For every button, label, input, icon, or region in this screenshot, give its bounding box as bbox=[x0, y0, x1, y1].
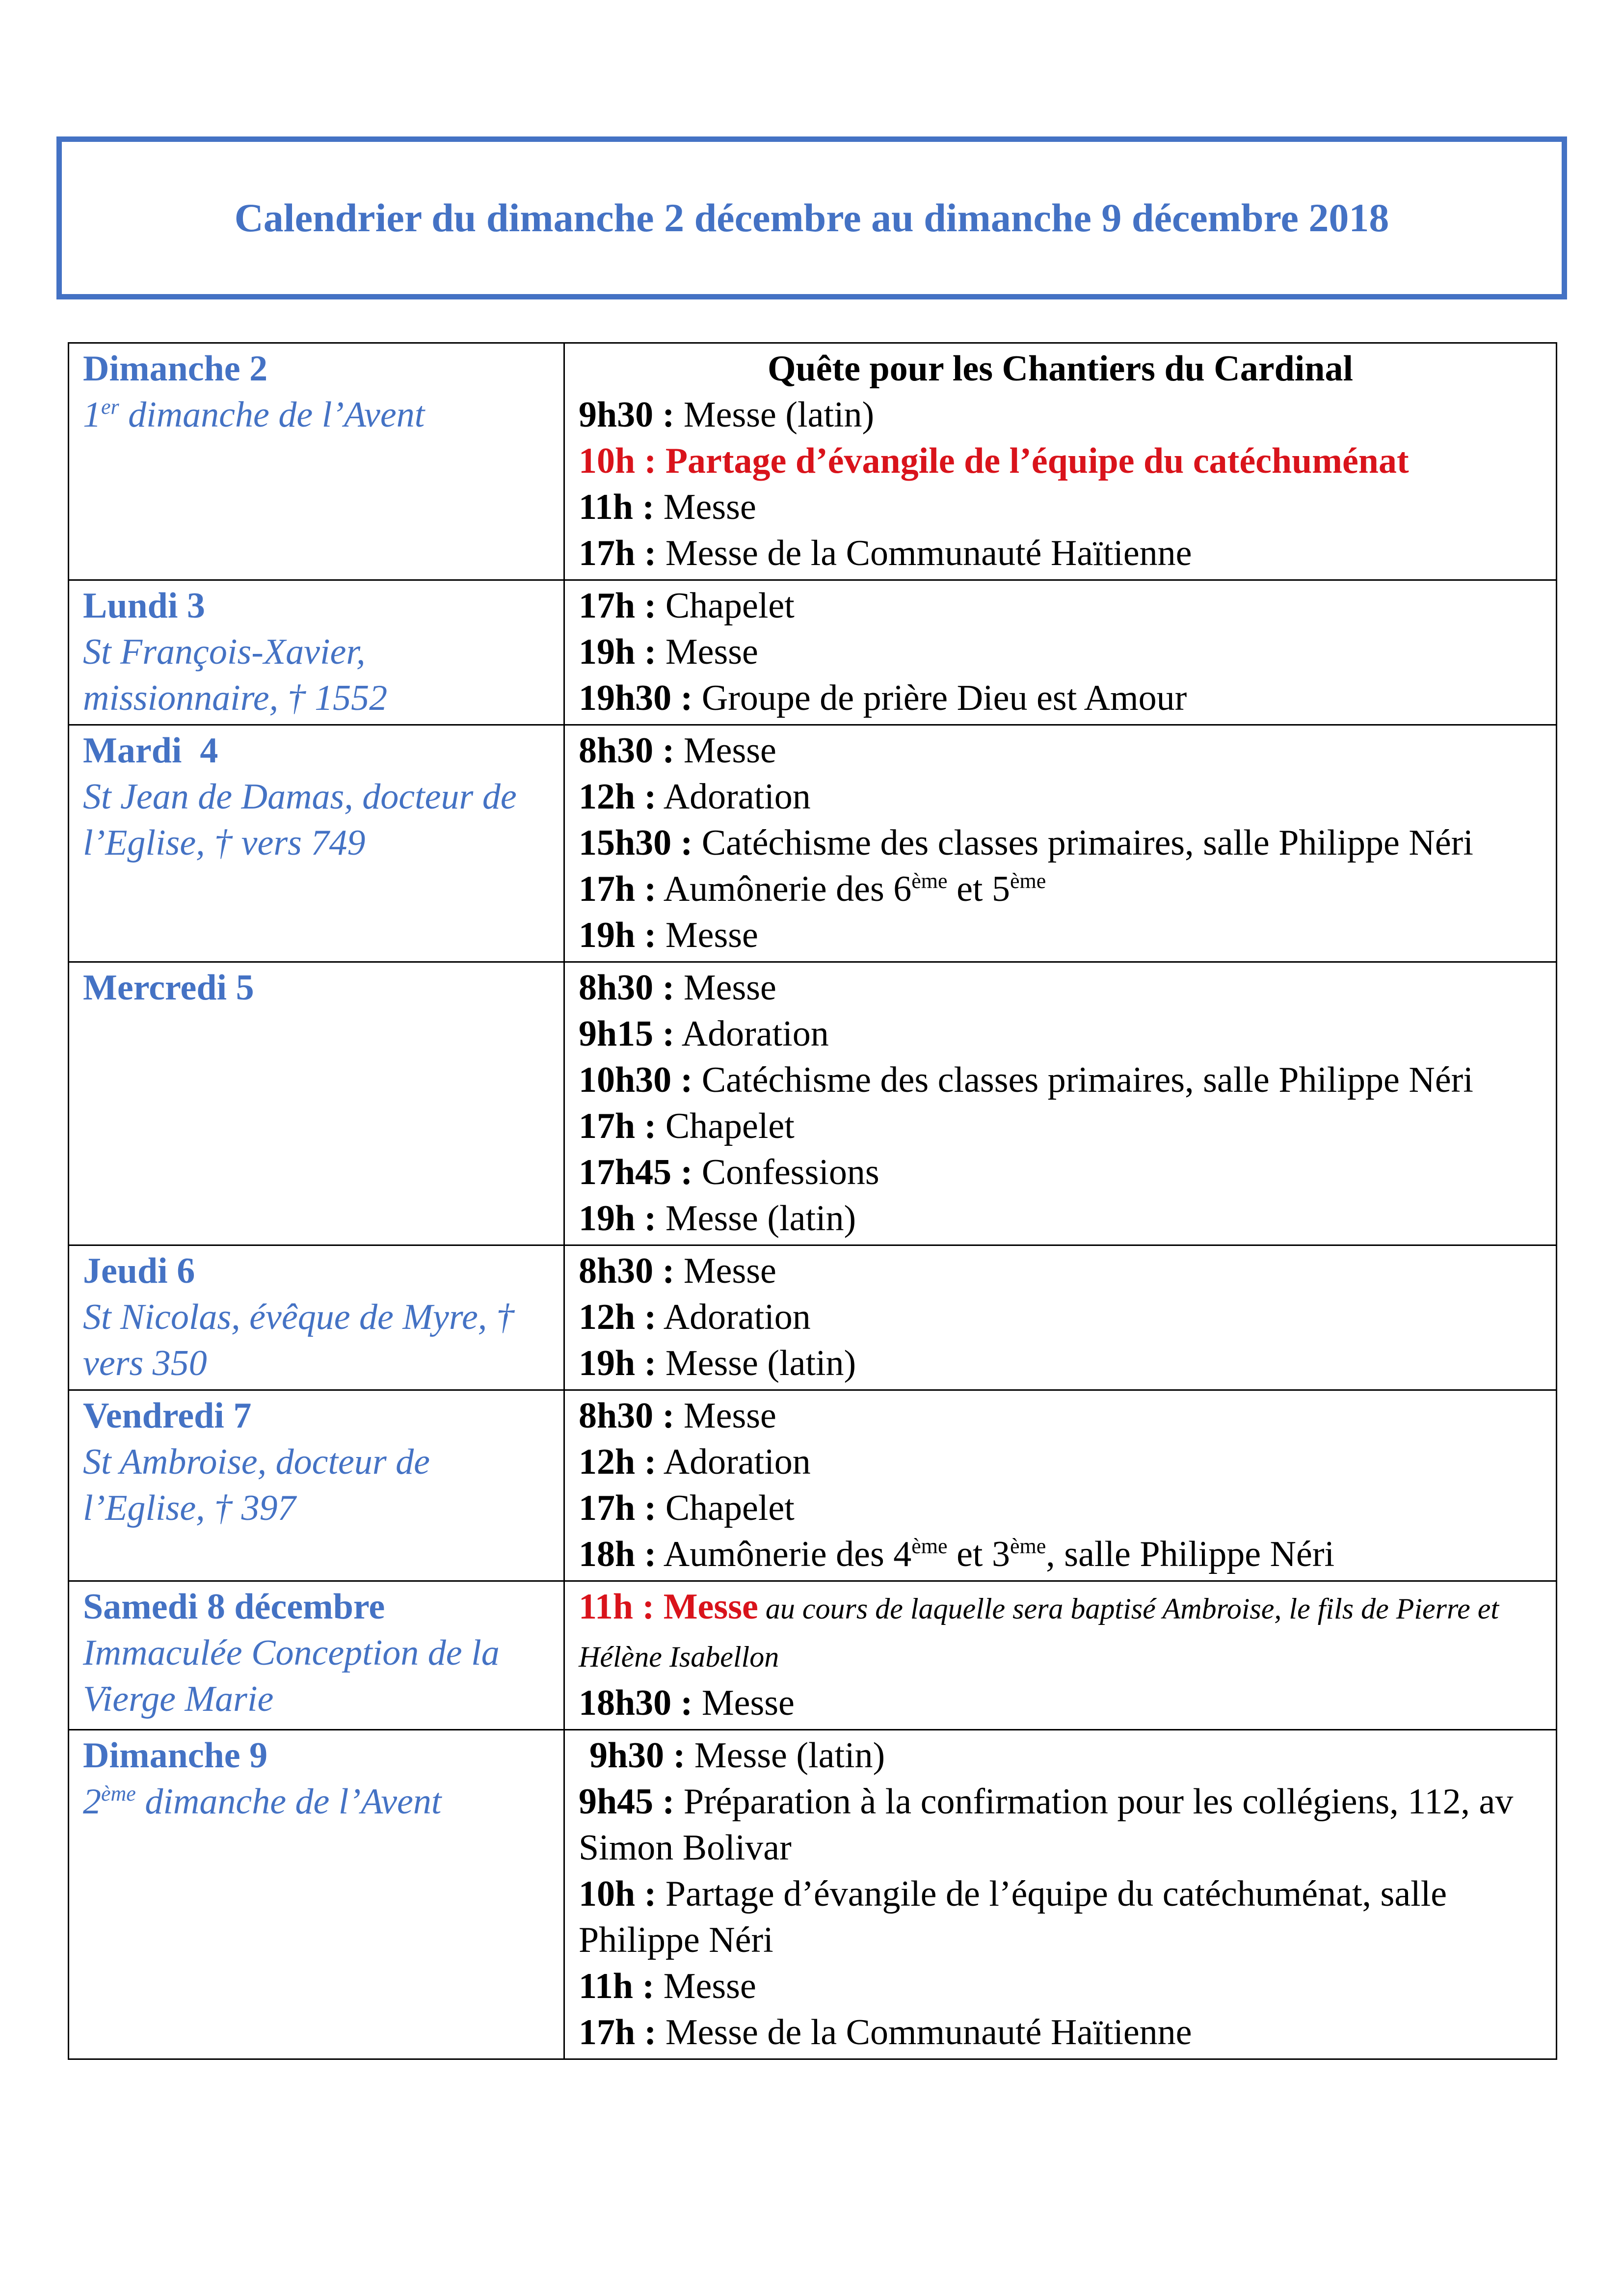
table-row bbox=[69, 580, 1557, 725]
event-item bbox=[579, 912, 1542, 958]
event-text: Aumônerie des 4 bbox=[656, 1534, 912, 1574]
event-text: Messe bbox=[692, 1683, 795, 1723]
table-row bbox=[69, 725, 1557, 962]
feast-prefix: 1 bbox=[83, 395, 101, 435]
event-time: 12h : bbox=[579, 1442, 657, 1482]
event-item bbox=[579, 1195, 1542, 1242]
event-item bbox=[579, 820, 1542, 866]
event-time: 19h : bbox=[579, 1198, 657, 1239]
event-time: 11h : bbox=[579, 1966, 655, 2006]
event-time: 10h : bbox=[579, 441, 657, 481]
event-item bbox=[579, 1531, 1542, 1577]
day-name: Mercredi 5 bbox=[83, 968, 254, 1008]
event-item bbox=[579, 1393, 1542, 1439]
day-cell bbox=[69, 343, 564, 580]
event-item bbox=[579, 1340, 1542, 1386]
event-item bbox=[579, 1732, 1542, 1779]
feast-sup: er bbox=[101, 395, 119, 419]
event-text: Messe bbox=[674, 730, 776, 771]
event-time: 12h : bbox=[579, 1297, 657, 1337]
feast-label: St Nicolas, évêque de Myre, † vers 350 bbox=[83, 1297, 514, 1383]
event-text: Adoration bbox=[674, 1014, 829, 1054]
event-item bbox=[579, 1248, 1542, 1294]
day-cell bbox=[69, 1730, 564, 2059]
ordinal-sup: ème bbox=[1010, 1534, 1046, 1558]
event-item bbox=[579, 1485, 1542, 1531]
day-name: Samedi 8 décembre bbox=[83, 1587, 385, 1627]
event-item-highlight bbox=[579, 438, 1542, 484]
event-time: 17h : bbox=[579, 1106, 657, 1146]
event-text: Partage d’évangile de l’équipe du catéchuménat, salle Philippe Néri bbox=[579, 1874, 1447, 1960]
feast-label bbox=[83, 1779, 550, 1825]
event-text: Catéchisme des classes primaires, salle Philippe Néri bbox=[692, 1060, 1473, 1100]
event-text: Chapelet bbox=[656, 1106, 795, 1146]
title-box bbox=[56, 136, 1567, 299]
event-time: 17h : bbox=[579, 586, 657, 626]
event-text: Groupe de prière Dieu est Amour bbox=[692, 678, 1187, 718]
feast-label: St Jean de Damas, docteur de l’Eglise, † vers 749 bbox=[83, 777, 517, 863]
event-time: 11h : bbox=[579, 487, 655, 527]
event-item bbox=[579, 1294, 1542, 1340]
day-name: Lundi 3 bbox=[83, 586, 205, 626]
day-cell bbox=[69, 1390, 564, 1581]
event-text: Messe (latin) bbox=[674, 395, 875, 435]
event-text: Chapelet bbox=[656, 586, 795, 626]
feast-label bbox=[83, 392, 550, 438]
page-title: Calendrier du dimanche 2 décembre au dimanche 9 décembre 2018 bbox=[234, 195, 1389, 240]
event-item bbox=[579, 629, 1542, 675]
table-row bbox=[69, 1581, 1557, 1730]
event-text: Partage d’évangile de l’équipe du catéchuménat bbox=[656, 441, 1409, 481]
event-item bbox=[579, 1057, 1542, 1103]
feast-prefix: 2 bbox=[83, 1782, 101, 1822]
event-text: Préparation à la confirmation pour les collégiens, 112, av Simon Bolivar bbox=[579, 1782, 1514, 1868]
event-time: 17h : bbox=[579, 533, 657, 573]
event-time: 8h30 : bbox=[579, 730, 675, 771]
event-text: Messe bbox=[674, 1251, 776, 1291]
event-text: Messe (latin) bbox=[656, 1343, 856, 1383]
day-name: Jeudi 6 bbox=[83, 1251, 195, 1291]
event-text: Messe de la Communauté Haïtienne bbox=[656, 533, 1192, 573]
event-text: Messe bbox=[656, 915, 758, 955]
events-cell bbox=[564, 1730, 1557, 2059]
event-item bbox=[579, 1103, 1542, 1149]
day-cell bbox=[69, 1245, 564, 1390]
event-time: 8h30 : bbox=[579, 1396, 675, 1436]
event-time: 9h30 : bbox=[589, 1735, 686, 1776]
event-text: Messe bbox=[656, 632, 758, 672]
event-item bbox=[579, 1871, 1542, 1963]
ordinal-sup: ème bbox=[911, 1534, 948, 1558]
feast-label: St François-Xavier, missionnaire, † 1552 bbox=[83, 632, 388, 718]
event-item bbox=[579, 1779, 1542, 1871]
event-text: Catéchisme des classes primaires, salle Philippe Néri bbox=[692, 823, 1473, 863]
event-text: au cours de laquelle sera baptisé Ambroise, le fils de Pierre et Hélène Isabellon bbox=[579, 1593, 1499, 1673]
events-cell bbox=[564, 580, 1557, 725]
table-row bbox=[69, 1390, 1557, 1581]
event-text: Messe (latin) bbox=[685, 1735, 885, 1776]
events-cell bbox=[564, 1245, 1557, 1390]
day-cell bbox=[69, 1581, 564, 1730]
event-time: 9h30 : bbox=[579, 395, 675, 435]
event-time: 19h : bbox=[579, 632, 657, 672]
event-item bbox=[579, 675, 1542, 721]
event-time: 19h : bbox=[579, 1343, 657, 1383]
event-time: 17h : bbox=[579, 1488, 657, 1528]
event-item bbox=[579, 2009, 1542, 2055]
table-row bbox=[69, 1245, 1557, 1390]
event-text: Messe bbox=[674, 968, 776, 1008]
event-item bbox=[579, 530, 1542, 576]
day-cell bbox=[69, 725, 564, 962]
events-cell bbox=[564, 725, 1557, 962]
event-text: Messe (latin) bbox=[656, 1198, 856, 1239]
day-cell bbox=[69, 580, 564, 725]
event-time: 10h : bbox=[579, 1874, 657, 1914]
day-name: Dimanche 9 bbox=[83, 1735, 268, 1776]
event-time: 9h15 : bbox=[579, 1014, 675, 1054]
event-time: 18h : bbox=[579, 1534, 657, 1574]
day-name: Dimanche 2 bbox=[83, 349, 268, 389]
event-item bbox=[579, 866, 1542, 912]
event-item bbox=[579, 1011, 1542, 1057]
event-text: Messe de la Communauté Haïtienne bbox=[656, 2012, 1192, 2053]
ordinal-sup: ème bbox=[1010, 869, 1046, 893]
event-time: 8h30 : bbox=[579, 1251, 675, 1291]
event-time: 10h30 : bbox=[579, 1060, 693, 1100]
event-text: et 5 bbox=[947, 869, 1010, 909]
event-item-highlight bbox=[579, 1584, 1542, 1680]
event-text: Aumônerie des 6 bbox=[656, 869, 912, 909]
table-row bbox=[69, 962, 1557, 1245]
feast-sup: ème bbox=[101, 1782, 136, 1806]
event-time: 9h45 : bbox=[579, 1782, 675, 1822]
table-row bbox=[69, 343, 1557, 580]
event-time: 11h : Messe bbox=[579, 1587, 758, 1627]
event-time: 17h45 : bbox=[579, 1152, 693, 1192]
event-text: et 3 bbox=[947, 1534, 1010, 1574]
ordinal-sup: ème bbox=[911, 869, 948, 893]
event-time: 15h30 : bbox=[579, 823, 693, 863]
feast-label: St Ambroise, docteur de l’Eglise, † 397 bbox=[83, 1442, 430, 1528]
schedule-table bbox=[68, 342, 1557, 2060]
event-text: Confessions bbox=[692, 1152, 879, 1192]
event-item bbox=[579, 728, 1542, 774]
event-item bbox=[579, 392, 1542, 438]
event-text: Adoration bbox=[656, 1442, 811, 1482]
event-text: Chapelet bbox=[656, 1488, 795, 1528]
day-name: Vendredi 7 bbox=[83, 1396, 252, 1436]
event-time: 17h : bbox=[579, 2012, 657, 2053]
events-cell bbox=[564, 1581, 1557, 1730]
event-time: 18h30 : bbox=[579, 1683, 693, 1723]
collection-note: Quête pour les Chantiers du Cardinal bbox=[767, 349, 1354, 389]
feast-label: Immaculée Conception de la Vierge Marie bbox=[83, 1633, 500, 1719]
events-cell bbox=[564, 1390, 1557, 1581]
events-cell bbox=[564, 343, 1557, 580]
event-text: Adoration bbox=[656, 777, 811, 817]
feast-rest: dimanche de l’Avent bbox=[119, 395, 425, 435]
event-item bbox=[579, 1963, 1542, 2009]
day-name: Mardi 4 bbox=[83, 730, 218, 771]
event-text: Messe bbox=[654, 1966, 756, 2006]
events-cell bbox=[564, 962, 1557, 1245]
event-item bbox=[579, 965, 1542, 1011]
event-text: Messe bbox=[674, 1396, 776, 1436]
event-time: 19h30 : bbox=[579, 678, 693, 718]
event-item bbox=[579, 484, 1542, 530]
event-item bbox=[579, 1149, 1542, 1195]
table-row bbox=[69, 1730, 1557, 2059]
event-text: , salle Philippe Néri bbox=[1046, 1534, 1335, 1574]
event-text: Messe bbox=[654, 487, 756, 527]
event-time: 19h : bbox=[579, 915, 657, 955]
event-time: 8h30 : bbox=[579, 968, 675, 1008]
event-item bbox=[579, 1439, 1542, 1485]
event-time: 17h : bbox=[579, 869, 657, 909]
event-item bbox=[579, 774, 1542, 820]
event-time: 12h : bbox=[579, 777, 657, 817]
event-text: Adoration bbox=[656, 1297, 811, 1337]
event-item bbox=[579, 1680, 1542, 1726]
feast-rest: dimanche de l’Avent bbox=[135, 1782, 442, 1822]
event-item bbox=[579, 583, 1542, 629]
day-cell bbox=[69, 962, 564, 1245]
